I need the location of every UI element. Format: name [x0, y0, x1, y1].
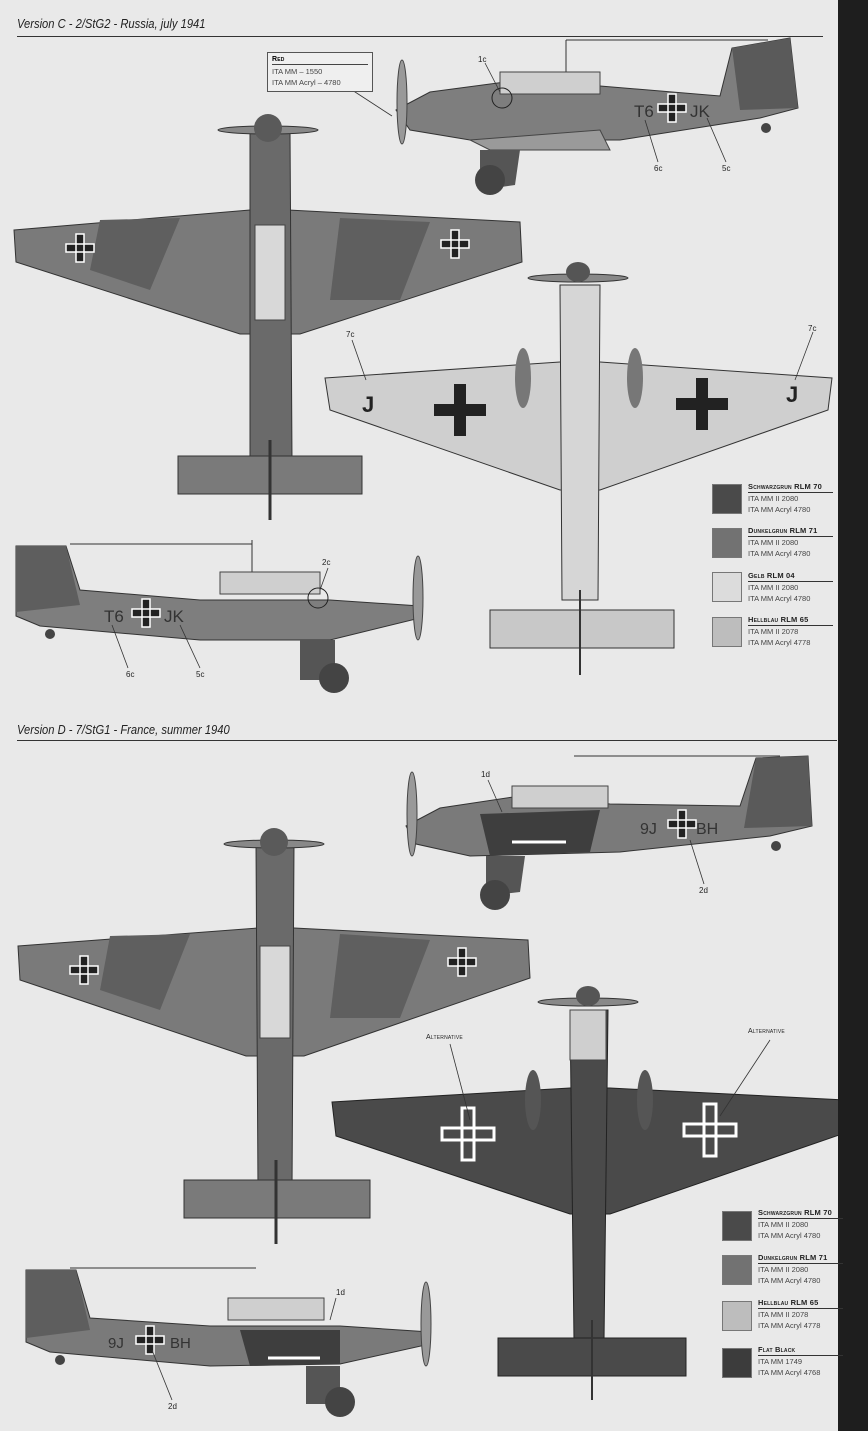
- legend-c-line2-1: ITA MM Acryl 4780: [748, 549, 811, 558]
- c-top-view: [14, 114, 522, 520]
- red-callout-line2: ITA MM Acryl – 4780: [272, 78, 341, 87]
- legend-d-name-1: Dunkelgrun RLM 71: [758, 1253, 828, 1262]
- c-left-code-jk: JK: [164, 607, 184, 626]
- red-callout-line1: ITA MM – 1550: [272, 67, 323, 76]
- legend-c-rule-3: [748, 625, 833, 626]
- version-d-title: Version D - 7/StG1 - France, summer 1940: [17, 722, 230, 737]
- legend-c-rule-0: [748, 492, 833, 493]
- callout-1d-left: 1d: [336, 1288, 345, 1297]
- legend-d-line2-3: ITA MM Acryl 4768: [758, 1368, 821, 1377]
- legend-c-line1-2: ITA MM II 2080: [748, 583, 799, 592]
- callout-2d-right: 2d: [699, 886, 708, 895]
- legend-d-rule-2: [758, 1308, 843, 1309]
- red-callout-rule: [272, 64, 368, 65]
- legend-c-name-0: Schwarzgrun RLM 70: [748, 482, 823, 491]
- d-side-view-right: [406, 756, 812, 910]
- legend-d-swatch-0: [722, 1211, 752, 1241]
- legend-c-line2-0: ITA MM Acryl 4780: [748, 505, 811, 514]
- c-side-view-left: [16, 540, 423, 693]
- legend-d-line1-1: ITA MM II 2080: [758, 1265, 809, 1274]
- c-bottom-letter-left: J: [362, 392, 375, 417]
- red-callout-title: Red: [272, 56, 285, 63]
- legend-d-line2-1: ITA MM Acryl 4780: [758, 1276, 821, 1285]
- callout-5c-right: 5c: [722, 164, 731, 173]
- callout-alternative-right: Alternative: [748, 1028, 785, 1035]
- legend-d-swatch-2: [722, 1301, 752, 1331]
- callout-2d-left: 2d: [168, 1402, 177, 1411]
- legend-d-swatch-1: [722, 1255, 752, 1285]
- legend-c-line2-3: ITA MM Acryl 4778: [748, 638, 811, 647]
- legend-d-line1-2: ITA MM II 2078: [758, 1310, 809, 1319]
- callout-5c-left: 5c: [196, 670, 205, 679]
- legend-d-name-3: Flat Black: [758, 1345, 796, 1354]
- d-side-code-9j: 9J: [640, 821, 657, 838]
- callout-1c: 1c: [478, 55, 487, 64]
- legend-d-name-2: Hellblau RLM 65: [758, 1298, 819, 1307]
- d-side-view-left: [26, 1264, 431, 1417]
- legend-d-swatch-3: [722, 1348, 752, 1378]
- legend-d-line2-2: ITA MM Acryl 4778: [758, 1321, 821, 1330]
- legend-c-swatch-3: [712, 617, 742, 647]
- callout-7c-left: 7c: [346, 330, 355, 339]
- callout-7c-right: 7c: [808, 324, 817, 333]
- legend-d-rule-3: [758, 1355, 843, 1356]
- version-c-title: Version C - 2/StG2 - Russia, july 1941: [17, 16, 206, 31]
- callout-alternative-left: Alternative: [426, 1034, 463, 1041]
- c-leader-lines: [112, 63, 813, 668]
- legend-c-swatch-1: [712, 528, 742, 558]
- legend-c-line1-3: ITA MM II 2078: [748, 627, 799, 636]
- legend-c-line2-2: ITA MM Acryl 4780: [748, 594, 811, 603]
- legend-c-line1-1: ITA MM II 2080: [748, 538, 799, 547]
- sheet-edge: [838, 0, 868, 1431]
- c-side-code-t6: T6: [634, 102, 654, 121]
- legend-d-name-0: Schwarzgrun RLM 70: [758, 1208, 833, 1217]
- legend-c-name-3: Hellblau RLM 65: [748, 615, 809, 624]
- legend-c-name-1: Dunkelgrun RLM 71: [748, 526, 818, 535]
- legend-d-line1-0: ITA MM II 2080: [758, 1220, 809, 1229]
- legend-c-rule-1: [748, 536, 833, 537]
- red-color-callout: [267, 52, 373, 92]
- c-left-code-t6: T6: [104, 607, 124, 626]
- d-left-code-bh: BH: [170, 1335, 191, 1352]
- legend-d-rule-0: [758, 1218, 843, 1219]
- c-side-view-right: [396, 38, 798, 195]
- c-side-code-jk: JK: [690, 102, 710, 121]
- legend-d-rule-1: [758, 1263, 843, 1264]
- callout-1d-right: 1d: [481, 770, 490, 779]
- legend-c-line1-0: ITA MM II 2080: [748, 494, 799, 503]
- legend-c-swatch-2: [712, 572, 742, 602]
- legend-c-name-2: Gelb RLM 04: [748, 571, 795, 580]
- legend-d-line1-3: ITA MM 1749: [758, 1357, 803, 1366]
- d-side-code-bh: BH: [696, 821, 719, 838]
- d-left-code-9j: 9J: [108, 1335, 124, 1352]
- c-bottom-letter-right: J: [786, 382, 799, 407]
- legend-c-swatch-0: [712, 484, 742, 514]
- legend-d-line2-0: ITA MM Acryl 4780: [758, 1231, 821, 1240]
- legend-c-rule-2: [748, 581, 833, 582]
- callout-2c: 2c: [322, 558, 331, 567]
- callout-6c-right: 6c: [654, 164, 663, 173]
- callout-6c-left: 6c: [126, 670, 135, 679]
